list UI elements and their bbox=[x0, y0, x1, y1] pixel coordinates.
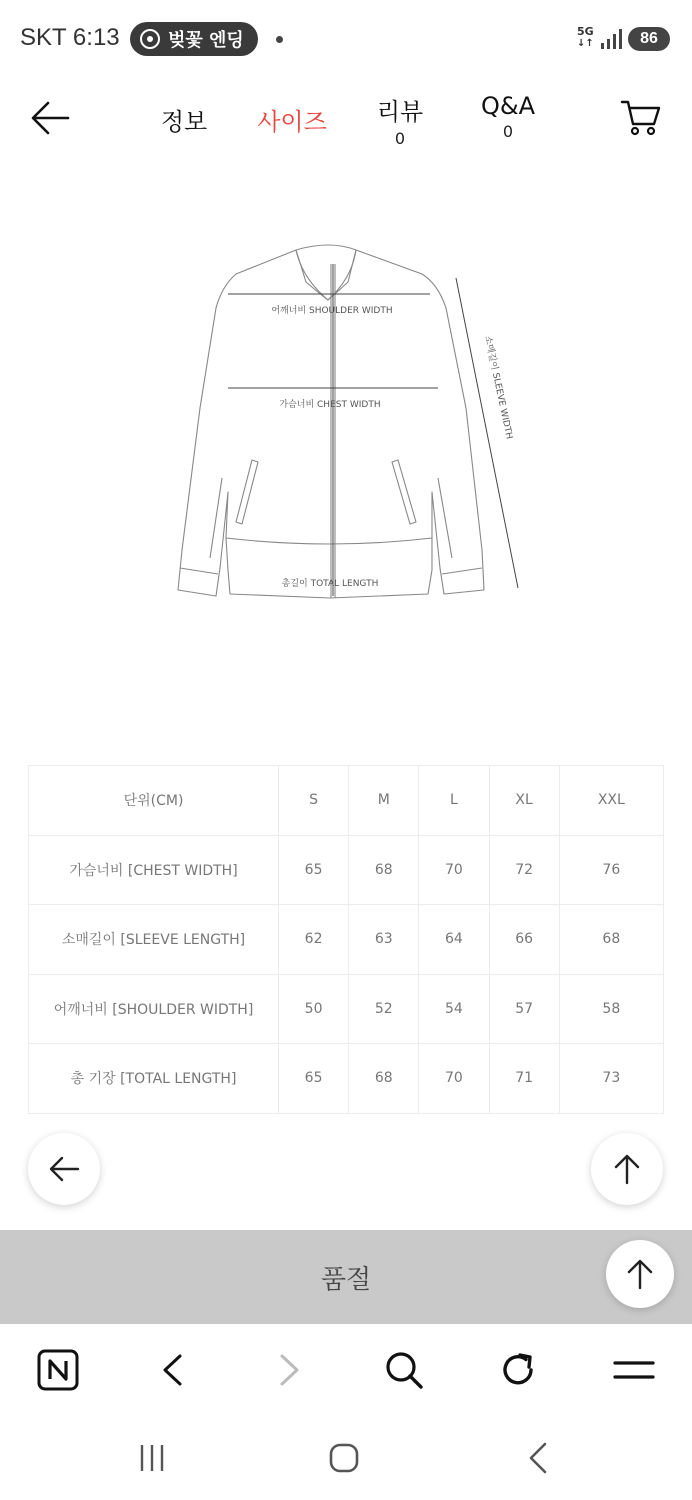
browser-back-button[interactable] bbox=[148, 1346, 196, 1394]
system-back-button[interactable] bbox=[514, 1436, 562, 1480]
battery-level: 86 bbox=[640, 30, 658, 47]
chest-width-label: 가슴너비 CHEST WIDTH bbox=[279, 400, 381, 410]
table-row bbox=[29, 835, 664, 905]
size-header-xl: XL bbox=[489, 766, 559, 836]
browser-menu-button[interactable] bbox=[610, 1346, 658, 1394]
browser-forward-icon bbox=[278, 1353, 302, 1387]
table-cell: 72 bbox=[489, 835, 559, 905]
jacket-size-diagram bbox=[170, 238, 522, 610]
tab-info-label: 정보 bbox=[160, 108, 208, 136]
media-title: 벚꽃 엔딩 bbox=[168, 30, 244, 51]
tab-review-count: 0 bbox=[394, 129, 406, 148]
tab-info[interactable] bbox=[156, 102, 212, 137]
table-cell: 71 bbox=[489, 1044, 559, 1114]
network-label: 5G bbox=[577, 25, 594, 38]
media-icon bbox=[140, 29, 160, 49]
tab-qa[interactable] bbox=[476, 92, 540, 141]
table-row bbox=[29, 905, 664, 975]
battery-icon bbox=[628, 27, 670, 51]
table-cell: 54 bbox=[419, 974, 489, 1044]
product-header bbox=[0, 80, 692, 160]
tab-review[interactable] bbox=[370, 92, 430, 148]
size-header-xxl: XXL bbox=[559, 766, 663, 836]
sold-out-label: 품절 bbox=[320, 1264, 372, 1295]
shoulder-width-label: 어깨너비 SHOULDER WIDTH bbox=[271, 306, 393, 316]
browser-back-icon bbox=[160, 1353, 184, 1387]
table-cell: 65 bbox=[279, 835, 349, 905]
recent-apps-icon bbox=[137, 1443, 167, 1473]
table-cell: 57 bbox=[489, 974, 559, 1044]
media-playing-pill[interactable] bbox=[130, 22, 258, 56]
table-cell: 62 bbox=[279, 905, 349, 975]
table-cell: 63 bbox=[349, 905, 419, 975]
scroll-to-top-button[interactable] bbox=[591, 1133, 663, 1205]
table-cell: 52 bbox=[349, 974, 419, 1044]
naver-home-button[interactable] bbox=[34, 1346, 82, 1394]
measurement-label: 총 기장 [TOTAL LENGTH] bbox=[29, 1044, 279, 1114]
status-bar bbox=[0, 0, 692, 80]
size-header-s: S bbox=[279, 766, 349, 836]
table-cell: 65 bbox=[279, 1044, 349, 1114]
size-header-l: L bbox=[419, 766, 489, 836]
refresh-icon bbox=[498, 1350, 538, 1390]
size-header-m: M bbox=[349, 766, 419, 836]
signal-icon bbox=[600, 28, 624, 50]
size-table-header-row bbox=[29, 766, 664, 836]
clock: 6:13 bbox=[72, 24, 120, 51]
table-cell: 50 bbox=[279, 974, 349, 1044]
table-cell: 64 bbox=[419, 905, 489, 975]
unit-header: 단위(CM) bbox=[29, 766, 279, 836]
measurement-label: 어깨너비 [SHOULDER WIDTH] bbox=[29, 974, 279, 1044]
table-cell: 58 bbox=[559, 974, 663, 1044]
browser-forward-button[interactable] bbox=[266, 1346, 314, 1394]
home-button[interactable] bbox=[320, 1436, 368, 1480]
cart-icon[interactable] bbox=[620, 98, 662, 138]
recent-apps-button[interactable] bbox=[128, 1436, 176, 1480]
carrier-name: SKT bbox=[20, 24, 67, 51]
tab-qa-count: 0 bbox=[502, 122, 514, 141]
notification-dot-icon bbox=[276, 36, 283, 43]
naver-home-icon bbox=[37, 1349, 79, 1391]
status-carrier-time bbox=[20, 24, 120, 52]
browser-toolbar bbox=[0, 1324, 692, 1414]
arrow-left-icon bbox=[48, 1155, 80, 1183]
table-cell: 66 bbox=[489, 905, 559, 975]
menu-icon bbox=[613, 1358, 655, 1382]
table-cell: 76 bbox=[559, 835, 663, 905]
arrow-up-icon bbox=[613, 1153, 641, 1185]
tab-review-label: 리뷰 bbox=[376, 98, 424, 126]
browser-search-button[interactable] bbox=[380, 1346, 428, 1394]
tab-size[interactable] bbox=[254, 102, 330, 137]
total-length-label: 총길이 TOTAL LENGTH bbox=[281, 579, 379, 589]
tab-size-label: 사이즈 bbox=[257, 108, 327, 136]
table-cell: 70 bbox=[419, 1044, 489, 1114]
table-cell: 68 bbox=[349, 835, 419, 905]
search-icon bbox=[384, 1350, 424, 1390]
table-cell: 73 bbox=[559, 1044, 663, 1114]
table-row bbox=[29, 1044, 664, 1114]
scroll-to-top-button-secondary[interactable] bbox=[606, 1240, 674, 1308]
arrow-up-icon bbox=[626, 1258, 654, 1290]
network-5g-icon: 5G ↓↑ bbox=[577, 25, 594, 49]
tab-qa-label: Q&A bbox=[480, 92, 536, 120]
sold-out-bar bbox=[0, 1230, 692, 1324]
system-back-icon bbox=[526, 1441, 550, 1475]
measurement-label: 소매길이 [SLEEVE LENGTH] bbox=[29, 905, 279, 975]
back-arrow-icon[interactable] bbox=[28, 98, 72, 138]
table-cell: 68 bbox=[349, 1044, 419, 1114]
browser-refresh-button[interactable] bbox=[494, 1346, 542, 1394]
system-navigation-bar bbox=[0, 1414, 692, 1500]
table-cell: 68 bbox=[559, 905, 663, 975]
sleeve-width-label: 소매길이 SLEEVE WIDTH bbox=[482, 335, 514, 441]
table-cell: 70 bbox=[419, 835, 489, 905]
measurement-label: 가슴너비 [CHEST WIDTH] bbox=[29, 835, 279, 905]
table-row bbox=[29, 974, 664, 1044]
home-icon bbox=[328, 1442, 360, 1474]
floating-back-button[interactable] bbox=[28, 1133, 100, 1205]
size-chart-table bbox=[28, 765, 664, 1114]
